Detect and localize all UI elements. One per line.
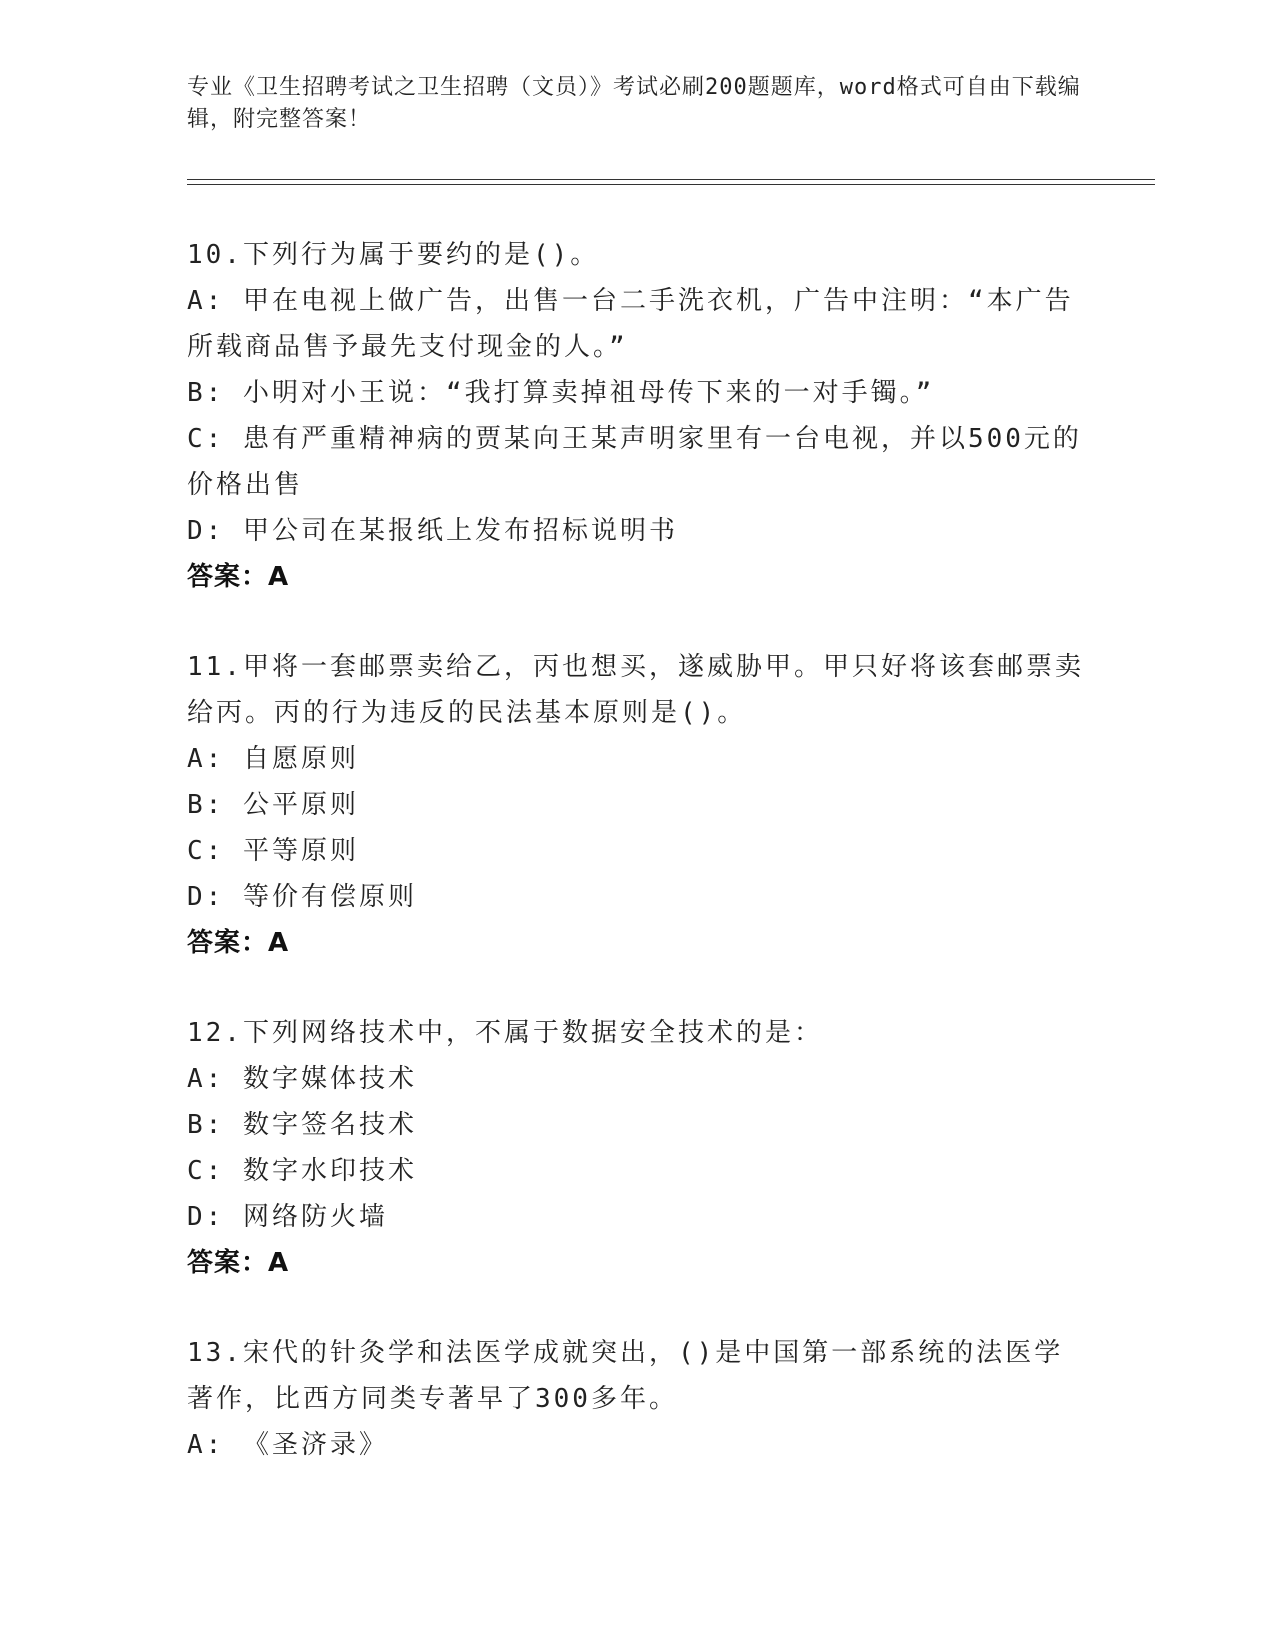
header-divider-top [187, 179, 1155, 180]
option-b: B: 公平原则 [187, 790, 359, 820]
option-c: C: 数字水印技术 [187, 1156, 417, 1186]
question-10 [187, 232, 1087, 600]
question-11 [187, 644, 1087, 966]
question-stem: 11.甲将一套邮票卖给乙，丙也想买，遂威胁甲。甲只好将该套邮票卖给丙。丙的行为违反的民法基本原则是()。 [187, 652, 1084, 728]
option-a: A: 甲在电视上做广告，出售一台二手洗衣机，广告中注明：“本广告所载商品售予最先支付现金的人。” [187, 286, 1074, 362]
document-header [187, 72, 1087, 136]
header-divider-bottom [187, 184, 1155, 185]
option-a: A: 《圣济录》 [187, 1430, 388, 1460]
option-a: A: 自愿原则 [187, 744, 359, 774]
option-d: D: 网络防火墙 [187, 1202, 388, 1232]
question-stem: 13.宋代的针灸学和法医学成就突出，()是中国第一部系统的法医学著作，比西方同类专著早了300多年。 [187, 1338, 1064, 1414]
answer: 答案：A [187, 562, 290, 592]
option-d: D: 等价有偿原则 [187, 882, 417, 912]
header-text: 专业《卫生招聘考试之卫生招聘（文员）》考试必刷200题题库，word格式可自由下载编辑，附完整答案！ [187, 75, 1081, 132]
option-b: B: 数字签名技术 [187, 1110, 417, 1140]
option-c: C: 平等原则 [187, 836, 359, 866]
answer: 答案：A [187, 928, 290, 958]
question-list [187, 232, 1087, 1512]
option-a: A: 数字媒体技术 [187, 1064, 417, 1094]
question-stem: 10.下列行为属于要约的是()。 [187, 240, 600, 270]
option-c: C: 患有严重精神病的贾某向王某声明家里有一台电视，并以500元的价格出售 [187, 424, 1082, 500]
option-b: B: 小明对小王说：“我打算卖掉祖母传下来的一对手镯。” [187, 378, 935, 408]
option-d: D: 甲公司在某报纸上发布招标说明书 [187, 516, 678, 546]
question-13 [187, 1330, 1087, 1468]
question-stem: 12.下列网络技术中，不属于数据安全技术的是： [187, 1018, 823, 1048]
question-12 [187, 1010, 1087, 1286]
answer: 答案：A [187, 1248, 290, 1278]
